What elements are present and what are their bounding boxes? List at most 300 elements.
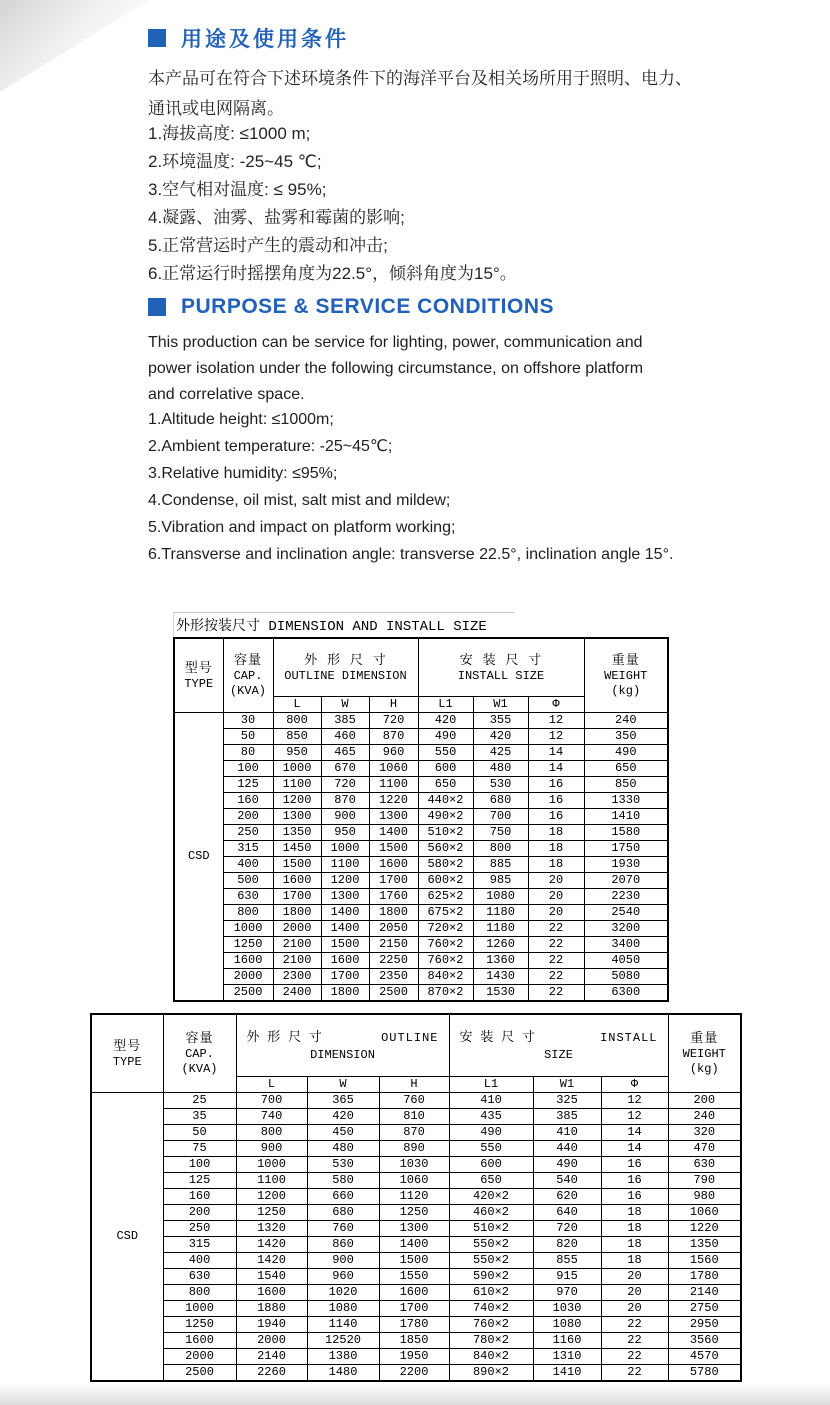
table-cell: 18 bbox=[528, 825, 584, 841]
table-cell: 385 bbox=[533, 1109, 601, 1125]
table-cell: 1400 bbox=[321, 905, 369, 921]
header-text: 容量 bbox=[233, 653, 262, 668]
table-cell: 870 bbox=[369, 729, 418, 745]
table-cell: 1400 bbox=[321, 921, 369, 937]
table-row bbox=[91, 1269, 741, 1285]
table-cell: 750 bbox=[473, 825, 528, 841]
header-text: 型号 bbox=[184, 660, 213, 676]
table-cell: 820 bbox=[533, 1237, 601, 1253]
header-text: 重量 bbox=[611, 653, 640, 668]
table-cell: 1540 bbox=[236, 1269, 307, 1285]
table-cell: 1780 bbox=[668, 1269, 741, 1285]
table-cell: 650 bbox=[584, 761, 668, 777]
col-header-capacity bbox=[163, 1014, 236, 1093]
table-cell: 465 bbox=[321, 745, 369, 761]
table-cell: 12 bbox=[601, 1109, 668, 1125]
table-cell: 1430 bbox=[473, 969, 528, 985]
table-cell: 5780 bbox=[668, 1365, 741, 1382]
table-cell: 1100 bbox=[273, 777, 321, 793]
col-header-outline bbox=[273, 638, 418, 697]
col-header-H: H bbox=[379, 1077, 449, 1093]
text-line: 通讯或电网隔离。 bbox=[148, 99, 284, 118]
table-cell: 1200 bbox=[236, 1189, 307, 1205]
table-row bbox=[91, 1141, 741, 1157]
table-cell: 16 bbox=[601, 1189, 668, 1205]
table-cell: 320 bbox=[668, 1125, 741, 1141]
table-cell: 20 bbox=[601, 1285, 668, 1301]
table-cell: 1260 bbox=[473, 937, 528, 953]
table-row bbox=[174, 761, 668, 777]
table-row bbox=[174, 873, 668, 889]
table-cell: 640 bbox=[533, 1205, 601, 1221]
table-row bbox=[91, 1237, 741, 1253]
table-cell: 560×2 bbox=[418, 841, 473, 857]
table-cell: 1600 bbox=[223, 953, 273, 969]
table-cell: 160 bbox=[223, 793, 273, 809]
table-cell: 885 bbox=[473, 857, 528, 873]
table-cell: 2140 bbox=[236, 1349, 307, 1365]
table-cell: 840×2 bbox=[418, 969, 473, 985]
table-cell: 650 bbox=[418, 777, 473, 793]
table-cell: 14 bbox=[601, 1141, 668, 1157]
table-cell: 2350 bbox=[369, 969, 418, 985]
table-cell: 410 bbox=[449, 1093, 533, 1109]
table-cell: 1550 bbox=[379, 1269, 449, 1285]
table-cell: 4570 bbox=[668, 1349, 741, 1365]
col-header-W1: W1 bbox=[533, 1077, 601, 1093]
table-cell: 1000 bbox=[163, 1301, 236, 1317]
table-cell: 355 bbox=[473, 713, 528, 729]
table-cell: 2950 bbox=[668, 1317, 741, 1333]
table-row bbox=[174, 889, 668, 905]
text-line: and correlative space. bbox=[148, 386, 305, 403]
table-cell: 420 bbox=[307, 1109, 379, 1125]
table-cell: 1350 bbox=[668, 1237, 741, 1253]
table-cell: 720 bbox=[321, 777, 369, 793]
table-cell: 760 bbox=[379, 1093, 449, 1109]
table-cell: 16 bbox=[528, 777, 584, 793]
table-cell: 960 bbox=[307, 1269, 379, 1285]
table-cell: 890 bbox=[379, 1141, 449, 1157]
table-cell: 365 bbox=[307, 1093, 379, 1109]
table-cell: 970 bbox=[533, 1285, 601, 1301]
table-cell: 22 bbox=[601, 1333, 668, 1349]
table-cell: 1310 bbox=[533, 1349, 601, 1365]
table-cell: 1700 bbox=[273, 889, 321, 905]
table-cell: 1300 bbox=[321, 889, 369, 905]
table-row bbox=[91, 1253, 741, 1269]
list-item: 2.环境温度: -25~45 ℃; bbox=[148, 152, 322, 171]
header-text: INSTALL SIZE bbox=[457, 668, 545, 683]
table-cell: 740 bbox=[236, 1109, 307, 1125]
table-cell: 1300 bbox=[379, 1221, 449, 1237]
list-item: 4.Condense, oil mist, salt mist and mildew; bbox=[148, 492, 451, 509]
table-cell: 490 bbox=[584, 745, 668, 761]
table-cell: 1600 bbox=[321, 953, 369, 969]
table2-header-row bbox=[91, 1014, 741, 1077]
table-cell: 1120 bbox=[379, 1189, 449, 1205]
table-cell: 985 bbox=[473, 873, 528, 889]
col-header-capacity bbox=[223, 638, 273, 713]
table-cell: 2500 bbox=[163, 1365, 236, 1382]
table-cell: 2000 bbox=[236, 1333, 307, 1349]
table-cell: 790 bbox=[668, 1173, 741, 1189]
table-cell: 80 bbox=[223, 745, 273, 761]
table-row bbox=[174, 809, 668, 825]
table-cell: 2400 bbox=[273, 985, 321, 1002]
list-item: 3.Relative humidity: ≤95%; bbox=[148, 465, 338, 482]
table-cell: 1500 bbox=[273, 857, 321, 873]
table-cell: 1060 bbox=[379, 1173, 449, 1189]
table-cell: 700 bbox=[236, 1093, 307, 1109]
table-cell: 1560 bbox=[668, 1253, 741, 1269]
table-cell: 1200 bbox=[273, 793, 321, 809]
list-item: 1.海拔高度: ≤1000 m; bbox=[148, 124, 311, 143]
table-row bbox=[91, 1285, 741, 1301]
table-row bbox=[91, 1365, 741, 1382]
table-cell: 600 bbox=[418, 761, 473, 777]
table-cell: 1500 bbox=[379, 1253, 449, 1269]
table-cell: 950 bbox=[273, 745, 321, 761]
table-cell: 1940 bbox=[236, 1317, 307, 1333]
table-cell: 870 bbox=[379, 1125, 449, 1141]
table-cell: 490 bbox=[418, 729, 473, 745]
table-cell: 2070 bbox=[584, 873, 668, 889]
table-cell: 1360 bbox=[473, 953, 528, 969]
header-text: 安 装 尺 寸 bbox=[459, 1029, 535, 1045]
table-cell: 400 bbox=[223, 857, 273, 873]
table-cell: 420×2 bbox=[449, 1189, 533, 1205]
table-cell: 1480 bbox=[307, 1365, 379, 1382]
section-title-cn: 用途及使用条件 bbox=[181, 28, 349, 51]
table1-title: 外形按装尺寸 DIMENSION AND INSTALL SIZE bbox=[173, 612, 514, 637]
table-cell: 500 bbox=[223, 873, 273, 889]
table-cell: 1780 bbox=[379, 1317, 449, 1333]
table-cell: 385 bbox=[321, 713, 369, 729]
table-cell: 1380 bbox=[307, 1349, 379, 1365]
table-cell: 1800 bbox=[321, 985, 369, 1002]
col-header-L: L bbox=[273, 697, 321, 713]
table-cell: 675×2 bbox=[418, 905, 473, 921]
table-cell: 2750 bbox=[668, 1301, 741, 1317]
header-text: (kg) bbox=[611, 684, 641, 698]
table-cell: 1420 bbox=[236, 1237, 307, 1253]
table-cell: 1700 bbox=[379, 1301, 449, 1317]
table-cell: 800 bbox=[163, 1285, 236, 1301]
table-cell: 660 bbox=[307, 1189, 379, 1205]
table-cell: 160 bbox=[163, 1189, 236, 1205]
col-header-install bbox=[449, 1014, 668, 1077]
table-cell: 760×2 bbox=[418, 937, 473, 953]
table-row bbox=[174, 921, 668, 937]
table-cell: 30 bbox=[223, 713, 273, 729]
table-cell: 1250 bbox=[236, 1205, 307, 1221]
table-row bbox=[174, 713, 668, 729]
table-row bbox=[174, 793, 668, 809]
section-title-en: PURPOSE & SERVICE CONDITIONS bbox=[181, 295, 555, 318]
en-condition-list bbox=[148, 406, 673, 568]
header-text: CAP. bbox=[233, 669, 263, 683]
table-cell: 240 bbox=[668, 1109, 741, 1125]
header-text: 型号 bbox=[113, 1038, 142, 1054]
table-cell: 720 bbox=[369, 713, 418, 729]
text-line: 本产品可在符合下述环境条件下的海洋平台及相关场所用于照明、电力、 bbox=[148, 69, 692, 88]
header-text: 外 形 尺 寸 bbox=[304, 652, 387, 668]
table-cell: 1060 bbox=[668, 1205, 741, 1221]
table-cell: 1220 bbox=[369, 793, 418, 809]
col-header-weight bbox=[668, 1014, 741, 1093]
table-cell: 16 bbox=[528, 793, 584, 809]
col-header-L1: L1 bbox=[449, 1077, 533, 1093]
cn-condition-list bbox=[148, 120, 517, 288]
table-cell: 550×2 bbox=[449, 1237, 533, 1253]
table-cell: 800 bbox=[236, 1125, 307, 1141]
table-cell: 720 bbox=[533, 1221, 601, 1237]
table-cell: 2230 bbox=[584, 889, 668, 905]
table-cell: 200 bbox=[223, 809, 273, 825]
table-cell: 18 bbox=[528, 857, 584, 873]
col-header-W: W bbox=[321, 697, 369, 713]
section-heading-en bbox=[148, 295, 554, 319]
table-cell: 900 bbox=[307, 1253, 379, 1269]
table-cell: 200 bbox=[163, 1205, 236, 1221]
table-cell: 1180 bbox=[473, 921, 528, 937]
table-cell: 1600 bbox=[379, 1285, 449, 1301]
section-heading-cn bbox=[148, 23, 349, 53]
table-cell: 200 bbox=[668, 1093, 741, 1109]
header-text: TYPE bbox=[112, 1054, 142, 1069]
col-header-weight bbox=[584, 638, 668, 713]
dimension-table-2 bbox=[90, 1013, 742, 1382]
table-cell: 1410 bbox=[533, 1365, 601, 1382]
table-cell: 1700 bbox=[321, 969, 369, 985]
table-cell: 1000 bbox=[223, 921, 273, 937]
col-header-install bbox=[418, 638, 584, 697]
table-cell: 1030 bbox=[379, 1157, 449, 1173]
table-cell: 1930 bbox=[584, 857, 668, 873]
table-cell: 840×2 bbox=[449, 1349, 533, 1365]
table-cell: 900 bbox=[236, 1141, 307, 1157]
table-cell: 14 bbox=[601, 1125, 668, 1141]
table-cell: 1300 bbox=[273, 809, 321, 825]
text-line: power isolation under the following circumstance, on offshore platform bbox=[148, 360, 644, 377]
table-cell: 100 bbox=[223, 761, 273, 777]
table-cell: 20 bbox=[601, 1269, 668, 1285]
table-cell: 1410 bbox=[584, 809, 668, 825]
table-cell: 35 bbox=[163, 1109, 236, 1125]
table-cell: 2500 bbox=[223, 985, 273, 1002]
table-cell: 470 bbox=[668, 1141, 741, 1157]
table-cell: 1000 bbox=[236, 1157, 307, 1173]
table-cell: 100 bbox=[163, 1157, 236, 1173]
table-cell: 800 bbox=[473, 841, 528, 857]
table-cell: 550 bbox=[449, 1141, 533, 1157]
table-cell: 25 bbox=[163, 1093, 236, 1109]
table-row bbox=[91, 1349, 741, 1365]
table-cell: 22 bbox=[601, 1317, 668, 1333]
table-cell: 4050 bbox=[584, 953, 668, 969]
table-row bbox=[91, 1109, 741, 1125]
table-cell: 440×2 bbox=[418, 793, 473, 809]
table2 bbox=[90, 1013, 742, 1382]
table-cell: 950 bbox=[321, 825, 369, 841]
table-cell: 1800 bbox=[273, 905, 321, 921]
table-cell: 530 bbox=[307, 1157, 379, 1173]
table-cell: 630 bbox=[223, 889, 273, 905]
table-cell: 580×2 bbox=[418, 857, 473, 873]
col-header-H: H bbox=[369, 697, 418, 713]
section-bullet-icon bbox=[148, 298, 166, 316]
table-row bbox=[91, 1317, 741, 1333]
table-row bbox=[174, 745, 668, 761]
table-cell: 540 bbox=[533, 1173, 601, 1189]
table-cell: 580 bbox=[307, 1173, 379, 1189]
table-cell: 1450 bbox=[273, 841, 321, 857]
table-cell: 1420 bbox=[236, 1253, 307, 1269]
col-header-type bbox=[174, 638, 223, 713]
col-header-type bbox=[91, 1014, 163, 1093]
table-cell: 18 bbox=[601, 1253, 668, 1269]
header-text: DIMENSION bbox=[310, 1047, 375, 1062]
table-cell: 550 bbox=[418, 745, 473, 761]
table-cell: 610×2 bbox=[449, 1285, 533, 1301]
table-cell: 740×2 bbox=[449, 1301, 533, 1317]
table-cell: 1250 bbox=[163, 1317, 236, 1333]
table-cell: 125 bbox=[163, 1173, 236, 1189]
table-cell: 18 bbox=[601, 1237, 668, 1253]
header-text bbox=[237, 1029, 449, 1047]
col-header-phi: Φ bbox=[528, 697, 584, 713]
table-cell: 760×2 bbox=[418, 953, 473, 969]
table-row bbox=[174, 729, 668, 745]
table-cell: 440 bbox=[533, 1141, 601, 1157]
table-cell: 1330 bbox=[584, 793, 668, 809]
table-cell: 1600 bbox=[273, 873, 321, 889]
table-cell: 850 bbox=[584, 777, 668, 793]
table-cell: 1080 bbox=[533, 1317, 601, 1333]
table-cell: 1030 bbox=[533, 1301, 601, 1317]
table-cell: 2260 bbox=[236, 1365, 307, 1382]
table-cell: 1700 bbox=[369, 873, 418, 889]
header-text: 外 形 尺 寸 bbox=[246, 1029, 322, 1045]
table-cell: 2000 bbox=[223, 969, 273, 985]
table-cell: 600 bbox=[449, 1157, 533, 1173]
table-cell: 870 bbox=[321, 793, 369, 809]
table-cell: 1200 bbox=[321, 873, 369, 889]
table-row bbox=[91, 1157, 741, 1173]
header-text: 重量 bbox=[690, 1031, 719, 1046]
table-cell: 425 bbox=[473, 745, 528, 761]
table-cell: 22 bbox=[601, 1349, 668, 1365]
list-item: 5.正常营运时产生的震动和冲击; bbox=[148, 236, 388, 255]
header-text: (KVA) bbox=[181, 1062, 218, 1076]
table-cell: 12 bbox=[528, 713, 584, 729]
table-cell: 480 bbox=[473, 761, 528, 777]
table-cell: 1320 bbox=[236, 1221, 307, 1237]
list-item: 4.凝露、油雾、盐雾和霉菌的影响; bbox=[148, 208, 405, 227]
table-cell: 620 bbox=[533, 1189, 601, 1205]
table-cell: 800 bbox=[273, 713, 321, 729]
table-cell: 680 bbox=[473, 793, 528, 809]
table-cell: 490 bbox=[533, 1157, 601, 1173]
table-row bbox=[174, 777, 668, 793]
table-cell: 630 bbox=[668, 1157, 741, 1173]
table-cell: 1600 bbox=[236, 1285, 307, 1301]
table-cell: 625×2 bbox=[418, 889, 473, 905]
table-cell: 630 bbox=[163, 1269, 236, 1285]
list-item: 6.Transverse and inclination angle: transverse 22.5°, inclination angle 15°. bbox=[148, 546, 674, 563]
table-cell: 720×2 bbox=[418, 921, 473, 937]
table-cell: 1880 bbox=[236, 1301, 307, 1317]
table-cell: 20 bbox=[528, 905, 584, 921]
table-cell: 1750 bbox=[584, 841, 668, 857]
table-cell: 1100 bbox=[236, 1173, 307, 1189]
header-text: (kg) bbox=[689, 1062, 719, 1076]
table-cell: 800 bbox=[223, 905, 273, 921]
table-cell: 810 bbox=[379, 1109, 449, 1125]
table-cell: 16 bbox=[601, 1173, 668, 1189]
scan-corner-shade bbox=[0, 0, 150, 92]
table-cell: 760×2 bbox=[449, 1317, 533, 1333]
table-cell: 18 bbox=[528, 841, 584, 857]
table-row bbox=[91, 1301, 741, 1317]
table-cell: 18 bbox=[601, 1205, 668, 1221]
list-item: 6.正常运行时摇摆角度为22.5°，倾斜角度为15°。 bbox=[148, 264, 517, 283]
table-cell: 680 bbox=[307, 1205, 379, 1221]
table-cell: 590×2 bbox=[449, 1269, 533, 1285]
col-header-phi: Φ bbox=[601, 1077, 668, 1093]
table-cell: 850 bbox=[273, 729, 321, 745]
table-row bbox=[91, 1189, 741, 1205]
table-cell: 510×2 bbox=[418, 825, 473, 841]
table-cell: 22 bbox=[528, 921, 584, 937]
col-header-W1: W1 bbox=[473, 697, 528, 713]
table1-body bbox=[174, 713, 668, 1002]
table-cell: 14 bbox=[528, 761, 584, 777]
en-intro-paragraph bbox=[148, 330, 643, 408]
table-cell: 75 bbox=[163, 1141, 236, 1157]
table-cell: 325 bbox=[533, 1093, 601, 1109]
header-text: WEIGHT bbox=[604, 669, 648, 683]
section-bullet-icon bbox=[148, 29, 166, 47]
table-cell: 240 bbox=[584, 713, 668, 729]
list-item: 2.Ambient temperature: -25~45℃; bbox=[148, 438, 393, 455]
table-cell: 460 bbox=[321, 729, 369, 745]
header-text: CAP. bbox=[185, 1047, 214, 1061]
header-text: (KVA) bbox=[229, 684, 266, 698]
header-text: INSTALL bbox=[600, 1030, 658, 1045]
table-cell: 400 bbox=[163, 1253, 236, 1269]
table-cell: 480 bbox=[307, 1141, 379, 1157]
table-cell: 1350 bbox=[273, 825, 321, 841]
table-cell: 420 bbox=[418, 713, 473, 729]
table-cell: 20 bbox=[601, 1301, 668, 1317]
col-header-L1: L1 bbox=[418, 697, 473, 713]
table-cell: 20 bbox=[528, 889, 584, 905]
table-cell: 125 bbox=[223, 777, 273, 793]
table-row bbox=[174, 937, 668, 953]
table-row bbox=[174, 985, 668, 1002]
col-header-L: L bbox=[236, 1077, 307, 1093]
header-text: 安 装 尺 寸 bbox=[459, 652, 543, 668]
table-cell: 760 bbox=[307, 1221, 379, 1237]
table-cell: 3400 bbox=[584, 937, 668, 953]
table-cell: 2150 bbox=[369, 937, 418, 953]
table-cell: 250 bbox=[163, 1221, 236, 1237]
table-cell: 1500 bbox=[321, 937, 369, 953]
table-cell: 600×2 bbox=[418, 873, 473, 889]
table-cell: 1800 bbox=[369, 905, 418, 921]
